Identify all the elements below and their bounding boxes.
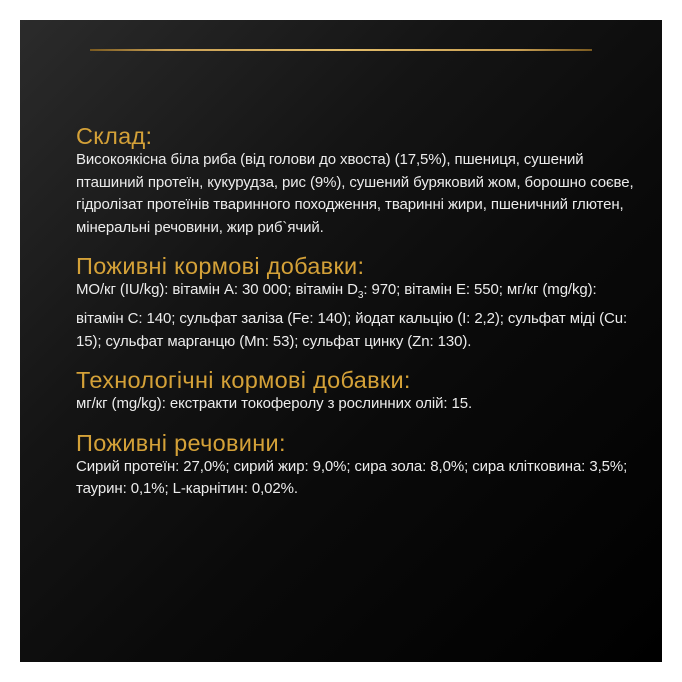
section-text: Сирий протеїн: 27,0%; сирий жир: 9,0%; сира зола: 8,0%; сира клітковина: 3,5%; таурин: 0,1%; L-карнітин: 0,02%. <box>76 457 628 498</box>
text-part: : 970; вітамін Е: 550; мг/кг (mg/kg): вітамін С: 140; сульфат заліза (Fe: 140); йодат кальцію (I: 2,2); сульфат міді (Cu: 15); сульфат марганцю (Mn: 53); сульфат цинку (Zn: 130). <box>76 281 628 350</box>
section-heading: Поживні речовини: <box>76 429 286 456</box>
label-panel <box>20 20 662 662</box>
content <box>76 123 636 515</box>
section-heading: Склад: <box>76 123 153 149</box>
subscript: 3 <box>357 290 364 302</box>
section-technological-additives <box>76 367 636 416</box>
section-heading: Поживні кормові добавки: <box>76 253 365 280</box>
section-text: мг/кг (mg/kg): екстракти токоферолу з рослинних олій: 15. <box>76 395 473 413</box>
section-composition <box>76 123 636 239</box>
text-part: МО/кг (IU/kg): вітамін А: 30 000; вітамін D <box>76 281 358 299</box>
section-text <box>76 279 636 353</box>
section-text: Високоякісна біла риба (від голови до хвоста) (17,5%), пшениця, сушений пташиний протеїн, кукурудза, рис (9%), сушений буряковий жом, борошно соєве, гідролізат протеїнів тваринного походження, тваринні жири, пшеничний глютен, мінеральні речовини, жир риб`ячий. <box>76 151 634 236</box>
section-nutritional-additives <box>76 253 636 353</box>
section-heading: Технологічні кормові добавки: <box>76 367 411 394</box>
section-nutrients <box>76 430 636 501</box>
gold-divider <box>90 49 592 51</box>
